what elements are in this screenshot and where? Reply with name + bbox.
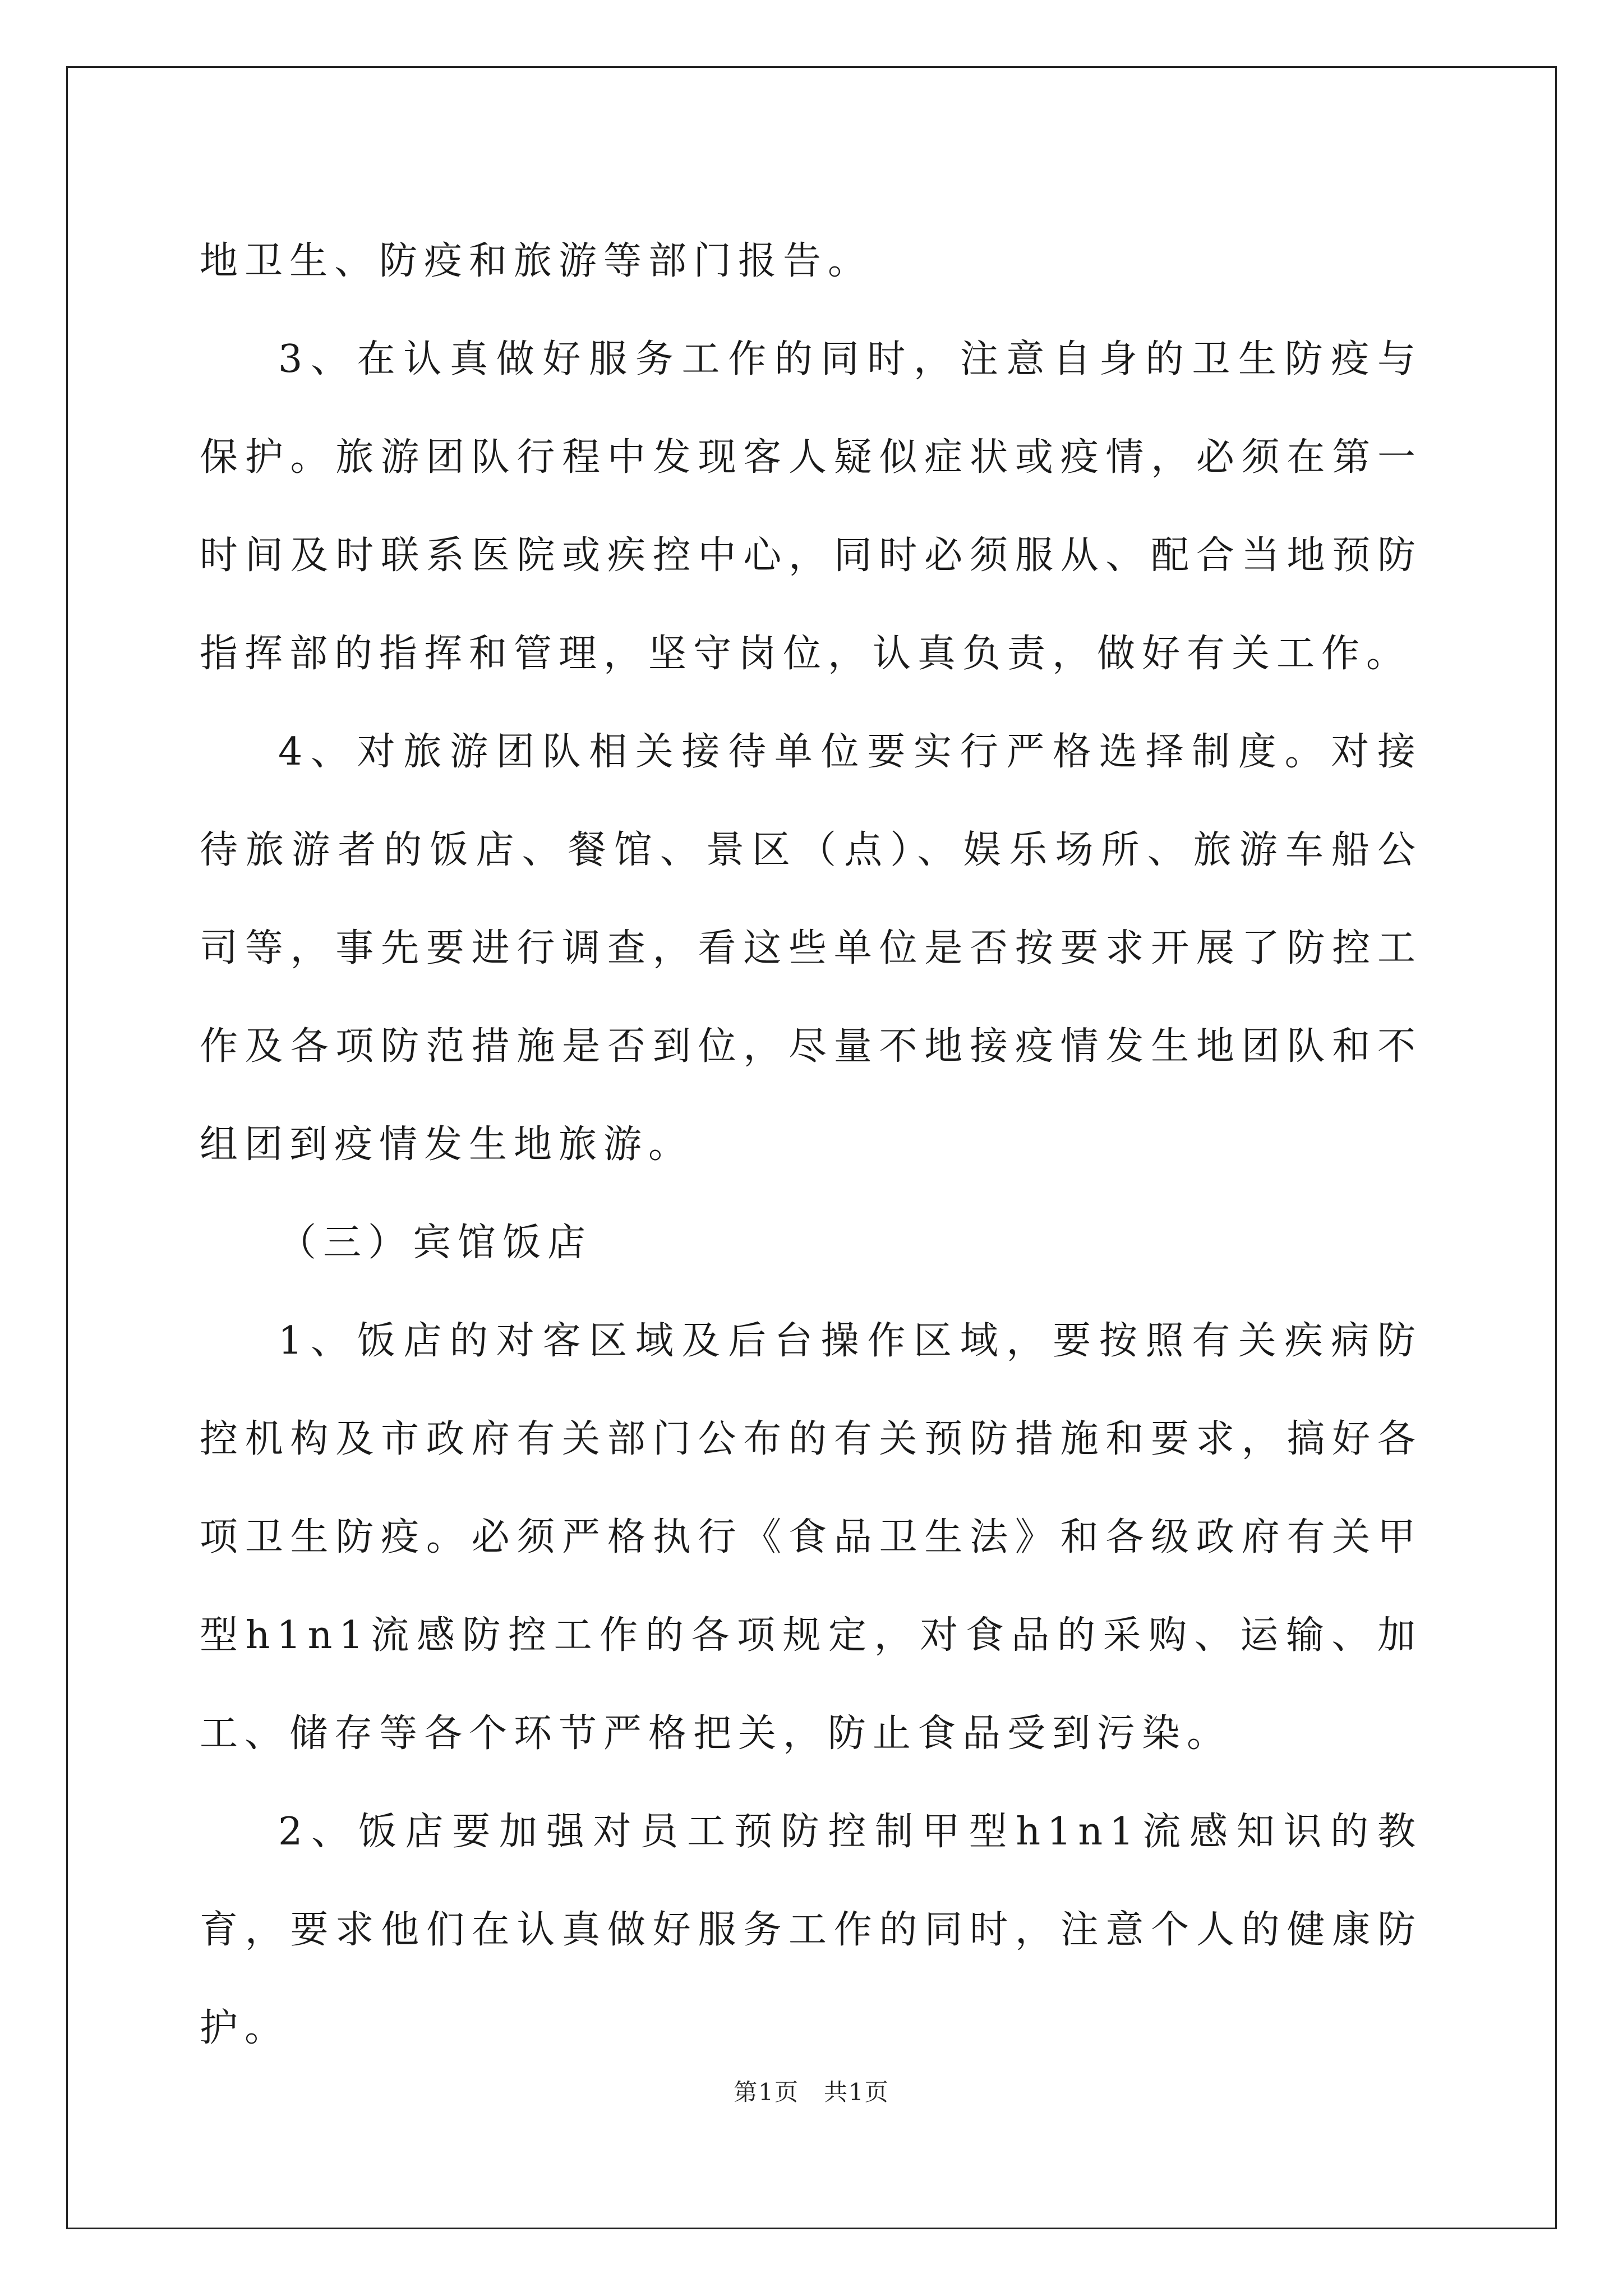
page-number-footer: 第1页 共1页: [734, 2078, 889, 2106]
section-heading: （三）宾馆饭店: [278, 1221, 593, 1265]
paragraph-item-3: 3、在认真做好服务工作的同时，注意自身的卫生防疫与保护。旅游团队行程中发现客人疑似症状或疫情，必须在第一时间及时联系医院或疾控中心，同时必须服从、配合当地预防指挥部的指挥和管理，坚守岗位，认真负责，做好有关工作。: [200, 337, 1422, 676]
document-body: [200, 212, 1422, 2077]
paragraph-item-2: 2、饭店要加强对员工预防控制甲型h1n1流感知识的教育，要求他们在认真做好服务工作的同时，注意个人的健康防护。: [200, 1810, 1422, 2050]
paragraph-item-1: 1、饭店的对客区域及后台操作区域，要按照有关疾病防控机构及市政府有关部门公布的有关预防措施和要求，搞好各项卫生防疫。必须严格执行《食品卫生法》和各级政府有关甲型h1n1流感防控工作的各项规定，对食品的采购、运输、加工、储存等各个环节严格把关，防止食品受到污染。: [200, 1319, 1422, 1756]
paragraph-continuation: 地卫生、防疫和旅游等部门报告。: [200, 239, 873, 283]
paragraph-item-4: 4、对旅游团队相关接待单位要实行严格选择制度。对接待旅游者的饭店、餐馆、景区（点）、娱乐场所、旅游车船公司等，事先要进行调查，看这些单位是否按要求开展了防控工作及各项防范措施是否到位，尽量不地接疫情发生地团队和不组团到疫情发生地旅游。: [200, 730, 1422, 1167]
